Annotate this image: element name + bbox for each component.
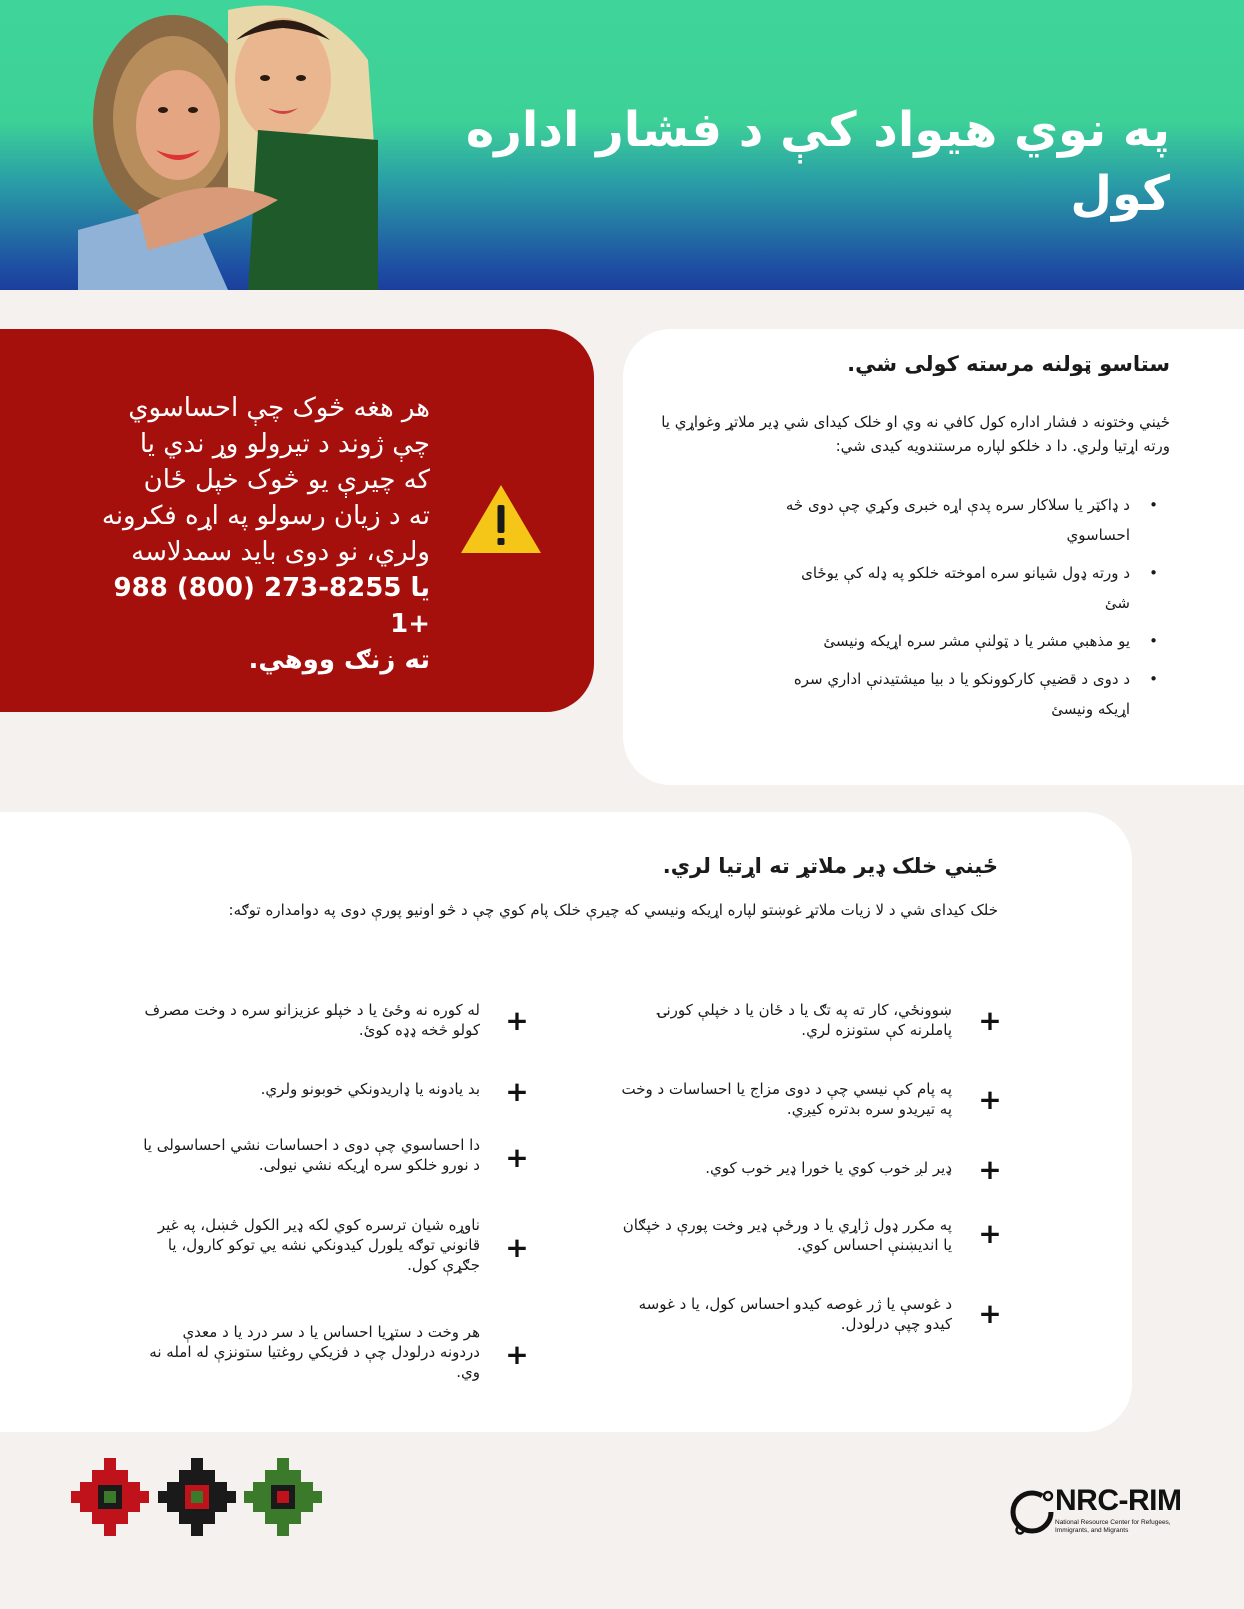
crisis-warning-text bbox=[70, 390, 430, 678]
header-photo bbox=[78, 0, 388, 290]
warning-icon bbox=[459, 483, 543, 555]
warning-line: ولري، نو دوی باید سمدلاسه bbox=[131, 537, 430, 567]
plus-icon: + bbox=[505, 1075, 529, 1108]
list-item: په مکرر ډول ژاړي یا د ورځې ډیر وخت پورې د خپګان یا اندیښنې احساس کوي. bbox=[622, 1216, 952, 1254]
list-item: بد یادونه یا ډاریدونکي خوبونو ولري. bbox=[260, 1080, 480, 1098]
list-item: ډیر لږ خوب کوي یا خورا ډیر خوب کوي. bbox=[705, 1159, 952, 1177]
logo-name: NRC-RIM bbox=[1055, 1484, 1182, 1517]
plus-icon: + bbox=[505, 1231, 529, 1264]
plus-icon: + bbox=[505, 1004, 529, 1037]
red-diamond-pattern-icon bbox=[71, 1458, 149, 1536]
list-item: • د دوی د قضیې کارکوونکو یا د بیا میشتیدنې اداري سره اړیکه ونیسئ bbox=[778, 664, 1158, 724]
plus-icon: + bbox=[978, 1004, 1002, 1037]
plus-icon: + bbox=[978, 1217, 1002, 1250]
support-list bbox=[778, 490, 1158, 732]
plus-icon: + bbox=[978, 1153, 1002, 1186]
warning-line: چې ژوند د تیرولو وړ ندي یا bbox=[139, 429, 430, 459]
header-banner bbox=[0, 0, 1244, 290]
plus-icon: + bbox=[978, 1083, 1002, 1116]
support-intro: ځیني وختونه د فشار اداره کول کافي نه وي او خلک کیدای شي ډیر ملاتړ وغواړي یا ورته اړتیا ولري. دا د خلکو لپاره مرستندویه کیدی شي: bbox=[661, 413, 1170, 455]
plus-icon: + bbox=[505, 1141, 529, 1174]
signs-intro: خلک کیدای شي د لا زیات ملاتړ غوښتو لپاره اړیکه ونیسي که چیرې خلک پام کوي چې د څو اونیو پورې دوی په دوامداره توګه: bbox=[228, 901, 998, 919]
warning-line: هر هغه څوک چې احساسوي bbox=[128, 393, 430, 423]
list-item: دا احساسوي چې دوی د احساسات نشي احساسولی یا د نورو خلکو سره اړیکه نشي نیولی. bbox=[143, 1136, 480, 1174]
crisis-phone-numbers: 988 یا 8255-273 (800) 1+ bbox=[113, 573, 430, 639]
black-diamond-pattern-icon bbox=[158, 1458, 236, 1536]
support-title: ستاسو ټولنه مرسته کولی شي. bbox=[847, 352, 1170, 376]
list-item: ښوونځي، کار ته په تګ یا د ځان یا د خپلې کورنۍ پاملرنه کې ستونزه لري. bbox=[657, 1001, 952, 1039]
list-item: • د ورته ډول شیانو سره اموخته خلکو په ډله کې یوځای شئ bbox=[778, 558, 1158, 618]
list-item: له کوره نه وځئ یا د خپلو عزیزانو سره د وخت مصرف کولو څخه ډډه کوئ. bbox=[144, 1001, 480, 1039]
list-item: هر وخت د ستړیا احساس یا د سر درد یا د معدې دردونه درلودل چې د فزیکي روغتیا ستونزې له امله نه وي. bbox=[149, 1323, 480, 1381]
list-item: په پام کې نیسي چې د دوی مزاج یا احساسات د وخت په تیریدو سره بدتره کیږي. bbox=[621, 1080, 952, 1118]
warning-line-call: ته زنګ ووهي. bbox=[248, 645, 430, 675]
list-item: ناوړه شیان ترسره کوي لکه ډیر الکول څښل، په غیر قانوني توګه یلورل کیدونکي نشه يي توکو کارول، یا جګړې کول. bbox=[157, 1216, 480, 1274]
warning-line: که چیرې یو څوک خپل ځان bbox=[143, 465, 430, 495]
list-item: • یو مذهبي مشر یا د ټولنې مشر سره اړیکه ونیسئ bbox=[778, 626, 1158, 656]
warning-line: ته د زیان رسولو په اړه فکرونه bbox=[101, 501, 430, 531]
list-item: د غوسې یا ژر غوصه کیدو احساس کول، یا د غوسه کیدو چپې درلودل. bbox=[638, 1295, 952, 1333]
plus-icon: + bbox=[978, 1297, 1002, 1330]
plus-icon: + bbox=[505, 1338, 529, 1371]
logo-subtitle: National Resource Center for Refugees, Immigrants, and Migrants bbox=[1055, 1519, 1171, 1534]
signs-title: ځیني خلک ډیر ملاتړ ته اړتیا لري. bbox=[662, 854, 998, 878]
list-item: • د ډاکټر یا سلاکار سره پدې اړه خبری وکړي چې دوی څه احساسوي bbox=[778, 490, 1158, 550]
green-diamond-pattern-icon bbox=[244, 1458, 322, 1536]
page-title: په نوي هیواد کې د فشار اداره کول bbox=[465, 102, 1170, 222]
